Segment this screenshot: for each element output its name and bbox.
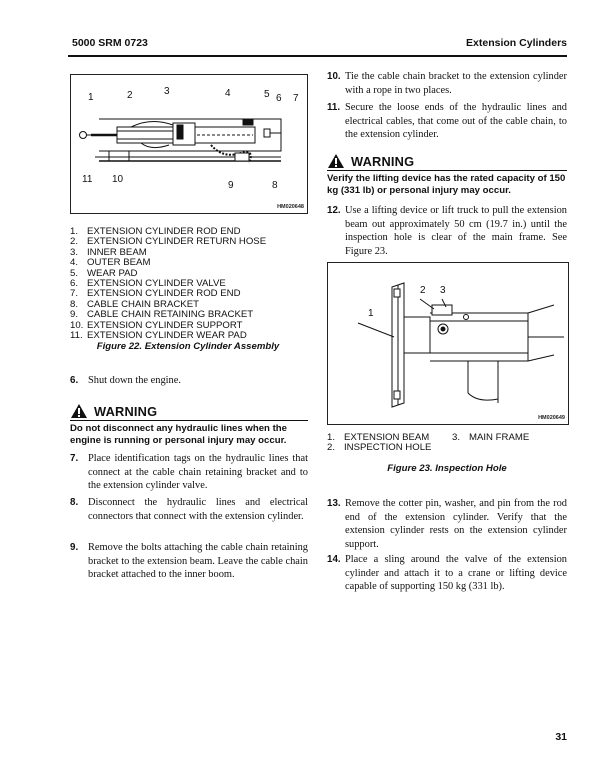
callout-7: 7 (293, 93, 299, 104)
section-title: Extension Cylinders (466, 37, 567, 49)
callout-6: 6 (276, 93, 282, 104)
document-code: 5000 SRM 0723 (72, 37, 148, 49)
callout-3: 3 (164, 86, 170, 97)
callout-2: 2 (127, 90, 133, 101)
extension-cylinder-drawing (71, 75, 307, 213)
warning-triangle-icon (327, 153, 345, 169)
figure-23-illustration (327, 262, 569, 425)
step-14: 14. Place a sling around the valve of the extension cylinder and attach it to a crane or lifting device capable of supporting 150 kg (331 lb). (327, 554, 567, 592)
step-9: 9. Remove the bolts attaching the cable chain retaining bracket to the extension beam. Leave the cable chain bracket attached to the inner boom. (70, 542, 308, 580)
figure-22-legend (70, 227, 310, 341)
step-7: 7. Place identification tags on the hydraulic lines that connect at the cable chain retaining bracket and to the extension cylinder valve. (70, 453, 308, 491)
legend-item: 7. EXTENSION CYLINDER ROD END (70, 288, 241, 300)
legend-item: 4. OUTER BEAM (70, 257, 151, 269)
legend-item: 1. EXTENSION BEAM (327, 432, 430, 443)
callout-1: 1 (88, 92, 94, 103)
step-12: 12. Use a lifting device or lift truck to pull the extension beam out approximately 50 cm (19.7 in.) until the inspection hole is clear of the main frame. See Figure 23. (327, 205, 567, 257)
callout-11: 11 (82, 174, 93, 185)
warning-1-text: Do not disconnect any hydraulic lines when the engine is running or personal injury may occur. (70, 423, 287, 446)
step-8: 8. Disconnect the hydraulic lines and electrical connectors that connect with the extension cylinder. (70, 497, 308, 522)
legend-item: 2. INSPECTION HOLE (327, 442, 432, 454)
legend-item: 8. CABLE CHAIN BRACKET (70, 298, 199, 310)
callout-10: 10 (112, 174, 124, 185)
legend-item: 9. CABLE CHAIN RETAINING BRACKET (70, 309, 254, 321)
warning-2-rule (327, 170, 567, 171)
figure-22-illustration (70, 74, 308, 214)
legend-item: 3. MAIN FRAME (452, 432, 530, 443)
step-10: 10. Tie the cable chain bracket to the extension cylinder with a rope in two places. (327, 71, 567, 96)
figure-code: HM020648 (277, 204, 304, 210)
callout-9: 9 (228, 180, 234, 191)
figure-23-caption: Figure 23. Inspection Hole (387, 463, 507, 474)
warning-1-rule (70, 420, 308, 421)
figure-23-legend (327, 433, 567, 454)
figure-22-caption: Figure 22. Extension Cylinder Assembly (96, 341, 280, 352)
step-11: 11. Secure the loose ends of the hydraulic lines and electrical cables, that come out of the cable chain, to the extension cylinder. (327, 102, 567, 140)
callout-4: 4 (225, 88, 231, 99)
warning-1-heading: WARNING (70, 403, 157, 419)
legend-item: 3. INNER BEAM (70, 246, 147, 258)
inspection-hole-drawing (328, 263, 568, 424)
callout-5: 5 (264, 89, 270, 100)
legend-item: 1. EXTENSION CYLINDER ROD END (70, 226, 241, 237)
legend-item: 2. EXTENSION CYLINDER RETURN HOSE (70, 236, 267, 248)
callout-2: 2 (420, 285, 426, 296)
legend-item: 10. EXTENSION CYLINDER SUPPORT (70, 319, 243, 331)
header-rule (68, 55, 567, 57)
legend-item: 5. WEAR PAD (70, 267, 138, 279)
warning-2-text: Verify the lifting device has the rated capacity of 150 kg (331 lb) or personal injury may occur. (327, 173, 566, 196)
callout-1: 1 (368, 308, 374, 319)
callout-8: 8 (272, 180, 278, 191)
callout-3: 3 (440, 285, 446, 296)
step-6: 6. Shut down the engine. (70, 375, 181, 386)
figure-code: HM020649 (538, 415, 565, 421)
step-13: 13. Remove the cotter pin, washer, and pin from the rod end of the extension cylinder. Verify that the extension cylinder rests on the extension cylinder support. (327, 498, 567, 550)
warning-2-heading: WARNING (327, 153, 414, 169)
legend-item: 11. EXTENSION CYLINDER WEAR PAD (70, 330, 247, 342)
warning-triangle-icon (70, 403, 88, 419)
page-number: 31 (555, 731, 567, 743)
legend-item: 6. EXTENSION CYLINDER VALVE (70, 278, 226, 290)
